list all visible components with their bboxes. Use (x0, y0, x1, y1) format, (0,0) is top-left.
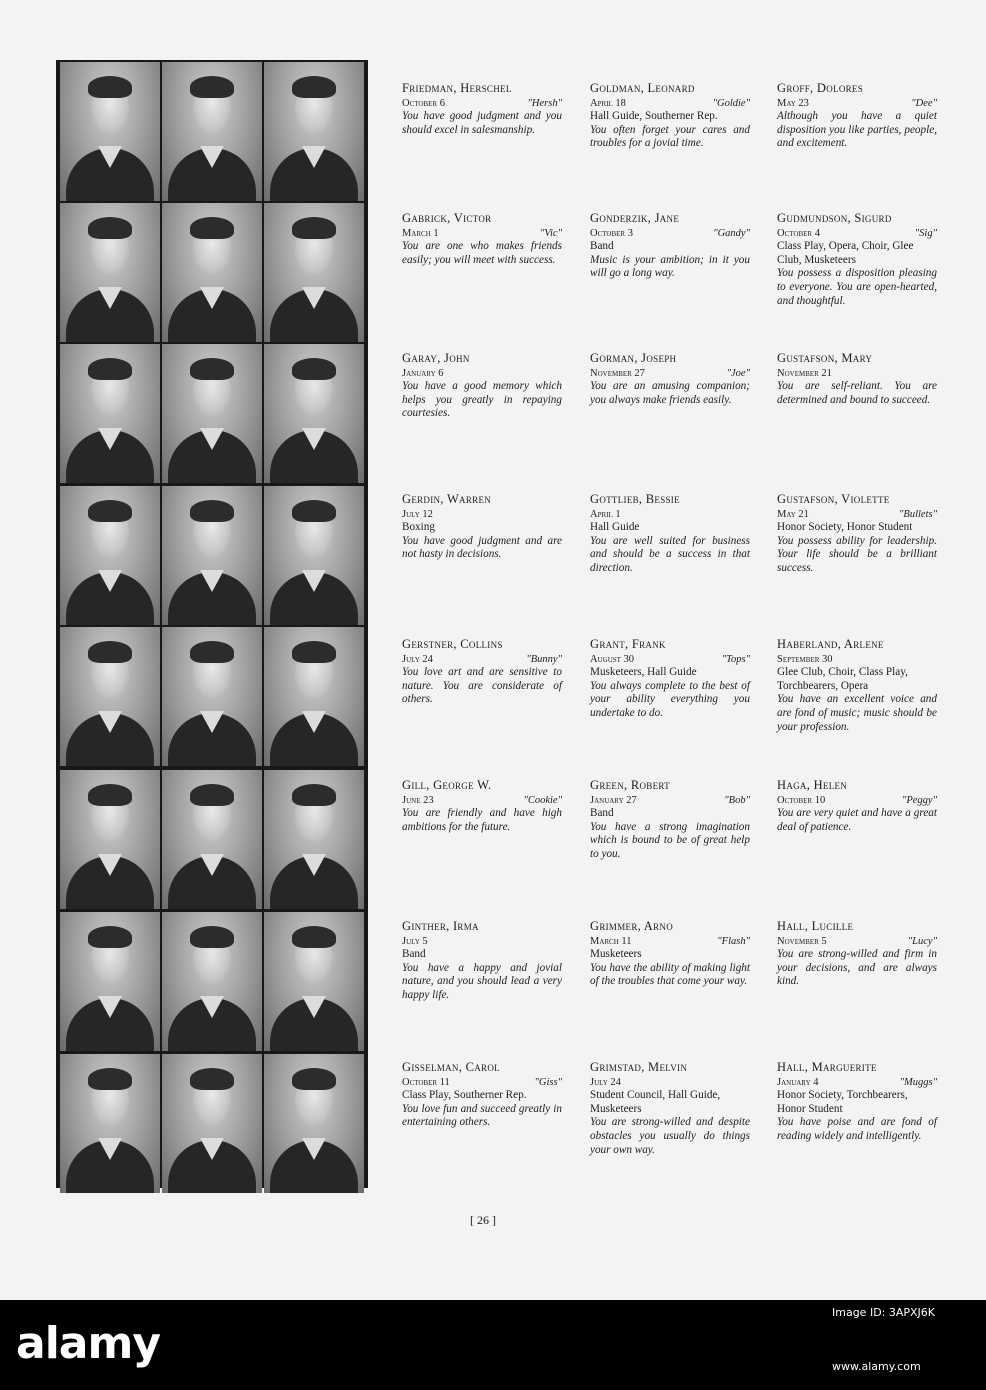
birthday-line (777, 227, 937, 241)
birthday: January 4 (777, 1076, 819, 1088)
student-name: Gorman, Joseph (590, 351, 677, 365)
student-entry (590, 352, 750, 407)
birthday: May 21 (777, 508, 809, 520)
description: You are one who makes friends easily; you will meet with success. (402, 240, 562, 266)
portrait-hair (292, 784, 336, 806)
description: You have good judgment and you should excel in salesmanship. (402, 110, 562, 136)
portrait-hair (88, 500, 132, 522)
description: You have a strong imagination which is bound to be of great help to you. (590, 820, 750, 860)
birthday-line (590, 794, 750, 808)
portrait-photo (162, 627, 262, 766)
portrait-hair (190, 784, 234, 806)
description: You have good judgment and are not hasty in decisions. (402, 534, 562, 561)
birthday: October 4 (777, 227, 820, 239)
portrait-photo (60, 770, 160, 909)
nickname: "Sig" (914, 227, 937, 239)
portrait-photo (264, 1054, 364, 1193)
student-name: Gonderzik, Jane (590, 211, 680, 225)
student-name: Haga, Helen (777, 778, 848, 792)
student-entry (402, 352, 562, 421)
portrait-hair (292, 926, 336, 948)
student-entry (402, 212, 562, 267)
portrait-hair (88, 217, 132, 239)
birthday: November 5 (777, 935, 827, 947)
portrait-hair (88, 76, 132, 98)
description: You are strong-willed and despite obstacles you usually do things your own way. (590, 1116, 750, 1156)
portrait-photo (60, 203, 160, 342)
nickname: "Vic" (539, 227, 562, 239)
portrait-hair (292, 76, 336, 98)
activities: Class Play, Opera, Choir, Glee Club, Musketeers (777, 240, 914, 266)
birthday: July 24 (402, 653, 433, 665)
nickname: "Tops" (721, 653, 750, 665)
portrait-hair (88, 641, 132, 663)
portrait-photo (60, 486, 160, 625)
birthday-line (590, 935, 750, 949)
portrait-hair (190, 926, 234, 948)
activities: Boxing (402, 521, 435, 534)
portrait-photo (264, 627, 364, 766)
portrait-hair (88, 358, 132, 380)
portrait-photo (264, 912, 364, 1051)
page-number: [ 26 ] (470, 1213, 496, 1227)
student-entry (777, 82, 937, 151)
description: You are well suited for business and should be a success in that direction. (590, 534, 750, 574)
portrait-hair (190, 358, 234, 380)
student-name: Grant, Frank (590, 637, 666, 651)
portrait-photo (264, 770, 364, 909)
student-entry (777, 779, 937, 834)
nickname: "Dee" (911, 97, 937, 109)
student-name: Groff, Dolores (777, 81, 864, 95)
birthday-line (777, 1076, 937, 1090)
image-id-label: Image ID: 3APXJ6K (832, 1306, 936, 1319)
activities: Hall Guide, Southerner Rep. (590, 110, 718, 123)
nickname: "Gandy" (713, 227, 750, 239)
student-name: Gabrick, Victor (402, 211, 492, 225)
student-name: Gottlieb, Bessie (590, 492, 680, 506)
stock-logo: alamy (16, 1318, 160, 1369)
activities: Honor Society, Honor Student (777, 521, 913, 534)
birthday-line (590, 367, 750, 381)
description: You always complete to the best of your ability everything you undertake to do. (590, 679, 750, 719)
activities: Glee Club, Choir, Class Play, Torchbearers, Opera (777, 666, 908, 692)
portrait-hair (292, 641, 336, 663)
birthday: July 24 (590, 1076, 621, 1088)
student-name: Hall, Marguerite (777, 1060, 877, 1074)
birthday-line (777, 794, 937, 808)
description: You have a happy and jovial nature, and you should lead a very happy life. (402, 961, 562, 1001)
birthday-line (590, 508, 750, 522)
description: You are an amusing companion; you always make friends easily. (590, 380, 750, 406)
portrait-photo (60, 627, 160, 766)
activities: Band (590, 807, 614, 820)
birthday: January 27 (590, 794, 637, 806)
birthday: July 12 (402, 508, 433, 520)
birthday: July 5 (402, 935, 428, 947)
birthday-line (402, 1076, 562, 1090)
birthday-line (402, 367, 562, 381)
birthday-line (402, 653, 562, 667)
student-entry (590, 638, 750, 721)
activities: Class Play, Southerner Rep. (402, 1089, 527, 1102)
birthday: March 11 (590, 935, 632, 947)
portrait-hair (292, 358, 336, 380)
student-entry (777, 493, 937, 576)
birthday-line (590, 653, 750, 667)
student-entry (777, 212, 937, 308)
student-name: Haberland, Arlene (777, 637, 884, 651)
student-entry (402, 493, 562, 562)
birthday: October 3 (590, 227, 633, 239)
description: You have poise and are fond of reading widely and intelligently. (777, 1116, 937, 1142)
portrait-photo (162, 1054, 262, 1193)
student-entry (402, 920, 562, 1003)
birthday-line (402, 97, 562, 111)
portrait-photo (264, 203, 364, 342)
birthday: October 10 (777, 794, 826, 806)
student-name: Gustafson, Mary (777, 351, 873, 365)
birthday-line (590, 227, 750, 241)
portrait-photo (60, 344, 160, 483)
birthday-line (402, 935, 562, 949)
description: You often forget your cares and troubles for a jovial time. (590, 123, 750, 150)
student-name: Goldman, Leonard (590, 81, 695, 95)
student-name: Grimstad, Melvin (590, 1060, 688, 1074)
portrait-grid (56, 60, 368, 1188)
student-name: Gerdin, Warren (402, 492, 492, 506)
description: You are strong-willed and firm in your decisions, and are always kind. (777, 948, 937, 988)
activities: Hall Guide (590, 521, 640, 534)
description: Although you have a quiet disposition you like parties, people, and excitement. (777, 110, 937, 150)
student-entry (590, 82, 750, 151)
nickname: "Giss" (534, 1076, 562, 1088)
nickname: "Joe" (726, 367, 750, 379)
portrait-hair (190, 500, 234, 522)
portrait-hair (190, 76, 234, 98)
portrait-hair (88, 784, 132, 806)
portrait-photo (60, 912, 160, 1051)
portrait-photo (162, 770, 262, 909)
birthday: August 30 (590, 653, 635, 665)
birthday: June 23 (402, 794, 434, 806)
description: You have an excellent voice and are fond of music; music should be your profession. (777, 693, 937, 733)
stock-url: www.alamy.com (832, 1360, 921, 1373)
portrait-photo (60, 1054, 160, 1193)
nickname: "Hersh" (527, 97, 562, 109)
portrait-hair (88, 926, 132, 948)
birthday-line (777, 935, 937, 949)
description: You have a good memory which helps you greatly in repaying courtesies. (402, 380, 562, 420)
student-entry (402, 779, 562, 834)
birthday-line (402, 508, 562, 522)
activities: Musketeers, Hall Guide (590, 666, 697, 679)
nickname: "Cookie" (523, 794, 562, 806)
nickname: "Lucy" (907, 935, 937, 947)
student-entry (402, 82, 562, 137)
student-name: Hall, Lucille (777, 919, 854, 933)
description: You love art and are sensitive to nature. You are considerate of others. (402, 666, 562, 706)
description: You are friendly and have high ambitions for the future. (402, 807, 562, 833)
birthday-line (402, 794, 562, 808)
student-entry (777, 638, 937, 734)
portrait-photo (162, 486, 262, 625)
description: You possess ability for leadership. Your life should be a brilliant success. (777, 534, 937, 574)
birthday: March 1 (402, 227, 439, 239)
portrait-hair (88, 1068, 132, 1090)
student-name: Ginther, Irma (402, 919, 479, 933)
description: You possess a disposition pleasing to everyone. You are open-hearted, and thoughtful. (777, 267, 937, 307)
student-entry (590, 779, 750, 862)
portrait-photo (162, 912, 262, 1051)
student-name: Friedman, Herschel (402, 81, 512, 95)
student-entry (590, 212, 750, 281)
birthday-line (777, 508, 937, 522)
nickname: "Muggs" (899, 1076, 937, 1088)
description: You have the ability of making light of the troubles that come your way. (590, 961, 750, 988)
student-name: Green, Robert (590, 778, 670, 792)
birthday: April 18 (590, 97, 626, 109)
birthday-line (777, 367, 937, 381)
description: You love fun and succeed greatly in entertaining others. (402, 1102, 562, 1129)
portrait-hair (190, 217, 234, 239)
birthday: November 21 (777, 367, 832, 379)
student-entry (590, 920, 750, 989)
portrait-hair (292, 1068, 336, 1090)
portrait-hair (190, 641, 234, 663)
birthday-line (777, 653, 937, 667)
birthday-line (402, 227, 562, 241)
nickname: "Bunny" (526, 653, 562, 665)
student-name: Garay, John (402, 351, 470, 365)
portrait-photo (162, 344, 262, 483)
activities: Band (590, 240, 614, 253)
portrait-hair (292, 500, 336, 522)
student-name: Gisselman, Carol (402, 1060, 500, 1074)
activities: Honor Society, Torchbearers, Honor Student (777, 1089, 908, 1115)
nickname: "Flash" (717, 935, 750, 947)
student-entry (777, 352, 937, 407)
activities: Student Council, Hall Guide, Musketeers (590, 1089, 721, 1115)
nickname: "Bullets" (899, 508, 937, 520)
activities: Band (402, 948, 426, 961)
birthday-line (590, 97, 750, 111)
portrait-photo (162, 62, 262, 201)
student-name: Grimmer, Arno (590, 919, 674, 933)
student-name: Gerstner, Collins (402, 637, 503, 651)
portrait-hair (190, 1068, 234, 1090)
portrait-photo (264, 344, 364, 483)
student-name: Gustafson, Violette (777, 492, 890, 506)
student-entry (590, 493, 750, 576)
description: You are very quiet and have a great deal of patience. (777, 807, 937, 833)
portrait-photo (264, 486, 364, 625)
birthday-line (777, 97, 937, 111)
birthday: October 6 (402, 97, 445, 109)
birthday: October 11 (402, 1076, 450, 1088)
birthday: January 6 (402, 367, 444, 379)
birthday: April 1 (590, 508, 621, 520)
description: You are self-reliant. You are determined and bound to succeed. (777, 380, 937, 406)
birthday: November 27 (590, 367, 645, 379)
portrait-photo (264, 62, 364, 201)
birthday: September 30 (777, 653, 833, 665)
student-name: Gill, George W. (402, 778, 492, 792)
birthday-line (590, 1076, 750, 1090)
student-entry (777, 920, 937, 989)
nickname: "Bob" (724, 794, 750, 806)
portrait-hair (292, 217, 336, 239)
student-name: Gudmundson, Sigurd (777, 211, 892, 225)
description: Music is your ambition; in it you will go a long way. (590, 253, 750, 280)
student-entry (777, 1061, 937, 1144)
student-entry (402, 1061, 562, 1130)
portrait-photo (162, 203, 262, 342)
student-entry (590, 1061, 750, 1157)
nickname: "Peggy" (901, 794, 937, 806)
birthday: May 23 (777, 97, 809, 109)
nickname: "Goldie" (712, 97, 750, 109)
activities: Musketeers (590, 948, 642, 961)
student-entry (402, 638, 562, 707)
portrait-photo (60, 62, 160, 201)
